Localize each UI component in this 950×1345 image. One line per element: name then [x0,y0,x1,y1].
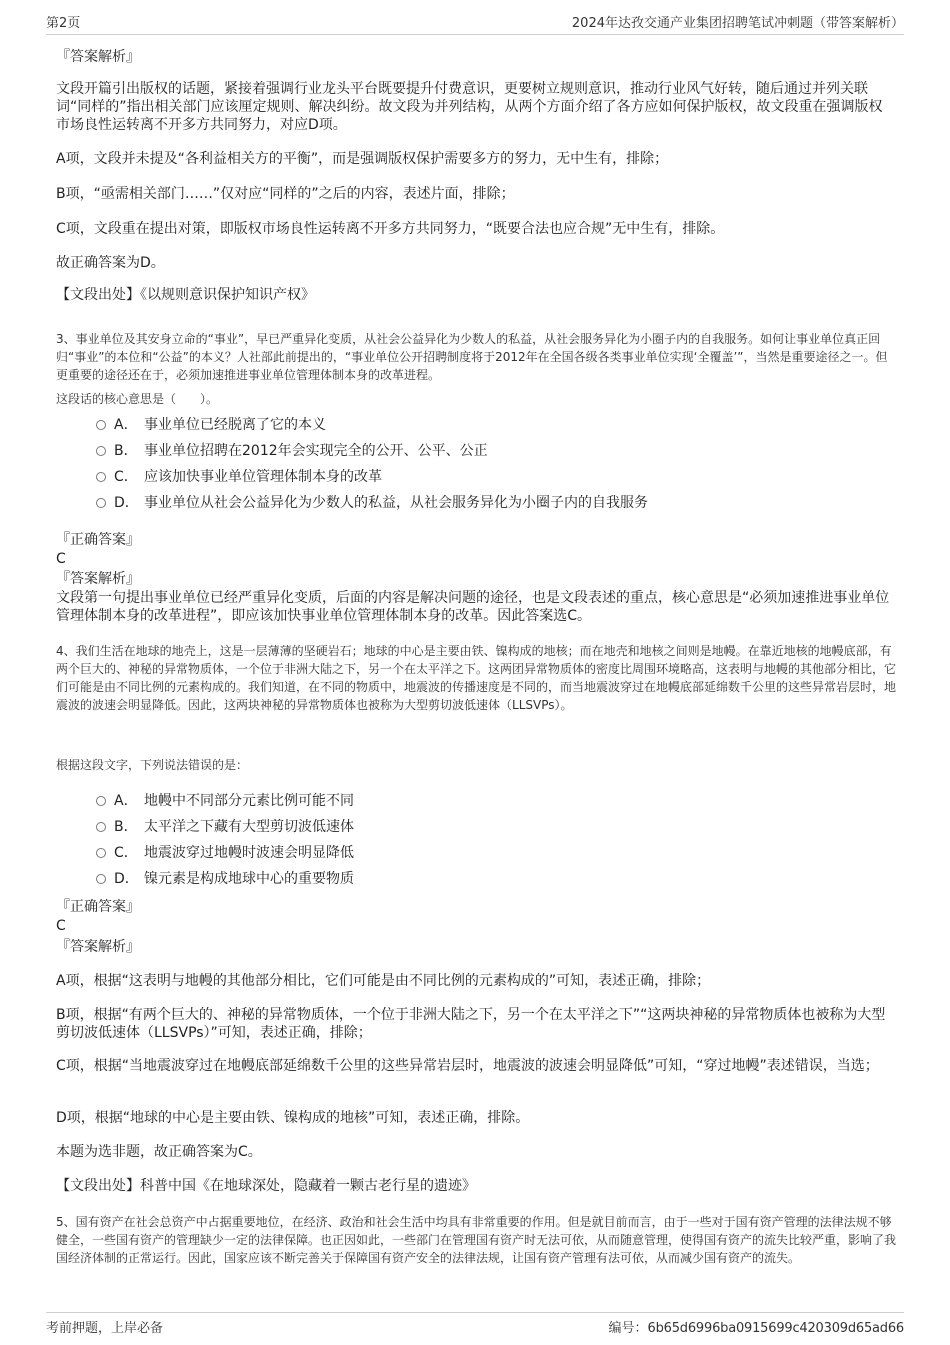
q4-source: 【文段出处】科普中国《在地球深处，隐藏着一颗古老行星的遗迹》 [56,1178,476,1194]
q4-analysis-a: A项，根据“这表明与地幔的其他部分相比，它们可能是由不同比例的元素构成的”可知，表述正确，排除； [56,973,711,989]
radio-icon[interactable] [96,796,106,806]
q4-analysis-d: D项，根据“地球的中心是主要由铁、镍构成的地核”可知，表述正确，排除。 [56,1110,530,1126]
radio-icon[interactable] [96,446,106,456]
q3-option-a[interactable]: A． 事业单位已经脱离了它的本义 [96,412,876,438]
q4-conclusion: 本题为选非题，故正确答案为C。 [56,1144,262,1160]
page-number: 第2页 [46,15,81,31]
q4-answer-label: 『正确答案』 [56,899,140,915]
q4-analysis-c: C项，根据“当地震波穿过在地幔底部延绵数千公里的这些异常岩层时，地震波的波速会明显降低”可知，“穿过地幔”表述错误，当选； [56,1058,879,1074]
page-header [46,8,904,35]
q3-option-d[interactable]: D． 事业单位从社会公益异化为少数人的私益，从社会服务异化为小圈子内的自我服务 [96,490,876,516]
page-footer [46,1312,904,1339]
q5-question: 5、国有资产在社会总资产中占据重要地位，在经济、政治和社会生活中均具有非常重要的作用。但是就目前而言，由于一些对于国有资产管理的法律法规不够健全，一些国有资产的管理缺少一定的法律保障。也正因如此，一些部门在管理国有资产时无法可依，从而随意管理，使得国有资产的流失比较严重，影响了我国经济体制的正常运行。因此，国家应该不断完善关于保障国有资产安全的法律法规，让国有资产管理有法可依，从而减少国有资产的流失。 [56,1215,897,1265]
q2-source: 【文段出处】《以规则意识保护知识产权》 [56,287,315,303]
q2-analysis-c: C项，文段重在提出对策，即版权市场良性运转离不开多方共同努力，“既要合法也应合规”无中生有，排除。 [56,221,725,237]
radio-icon[interactable] [96,498,106,508]
q2-analysis-a: A项，文段并未提及“各利益相关方的平衡”，而是强调版权保护需要多方的努力，无中生有，排除； [56,151,669,167]
q2-conclusion: 故正确答案为D。 [56,255,165,271]
q3-prompt: 这段话的核心意思是（ ）。 [56,392,219,406]
radio-icon[interactable] [96,822,106,832]
q4-option-c[interactable]: C． 地震波穿过地幔时波速会明显降低 [96,840,876,866]
radio-icon[interactable] [96,874,106,884]
q3-analysis-label: 『答案解析』 [56,571,140,587]
radio-icon[interactable] [96,420,106,430]
q4-answer: C [56,918,66,934]
q2-analysis-b: B项，“亟需相关部门……”仅对应“同样的”之后的内容，表述片面，排除； [56,186,515,202]
q3-answer-label: 『正确答案』 [56,532,140,548]
q3-option-b[interactable]: B． 事业单位招聘在2012年会实现完全的公开、公平、公正 [96,438,876,464]
q3-question: 3、事业单位及其安身立命的“事业”，早已严重异化变质，从社会公益异化为少数人的私益，从社会服务异化为小圈子内的自我服务。如何让事业单位真正回归“事业”的本位和“公益”的本义？人社部此前提出的，“事业单位公开招聘制度将于2012年在全国各级各类事业单位实现‘全覆盖’”，当然是重要途径之一。但更重要的途径还在于，必须加速推进事业单位管理体制本身的改革进程。 [56,332,888,382]
radio-icon[interactable] [96,472,106,482]
document-title: 2024年达孜交通产业集团招聘笔试冲刺题（带答案解析） [571,15,904,31]
footer-slogan: 考前押题，上岸必备 [46,1320,164,1336]
q2-analysis: 文段开篇引出版权的话题，紧接着强调行业龙头平台既要提升付费意识，更要树立规则意识，推动行业风气好转，随后通过并列关联词“同样的”指出相关部门应该厘定规则、解决纠纷。故文段为并列结构，从两个方面介绍了各方应如何保护版权，故文段重在强调版权市场良性运转离不开多方共同努力，对应D项。 [56,81,883,133]
q4-question: 4、我们生活在地球的地壳上，这是一层薄薄的坚硬岩石；地球的中心是主要由铁、镍构成的地核；而在地壳和地核之间则是地幔。在靠近地核的地幔底部，有两个巨大的、神秘的异常物质体，一个位于非洲大陆之下，另一个在太平洋之下。这两团异常物质体的密度比周围环境略高，这表明与地幔的其他部分相比，它们可能是由不同比例的元素构成的。我们知道，在不同的物质中，地震波的传播速度是不同的，而当地震波穿过在地幔底部延绵数千公里的这些异常岩层时，地震波的波速会明显降低。因此，这两块神秘的异常物质体也被称为大型剪切波低速体（LLSVPs）。 [56,644,897,712]
q4-analysis-label: 『答案解析』 [56,939,140,955]
q4-analysis-b: B项，根据“有两个巨大的、神秘的异常物质体，一个位于非洲大陆之下，另一个在太平洋之下”“这两块神秘的异常物质体也被称为大型剪切波低速体（LLSVPs）”可知，表述正确，排除； [56,1007,886,1041]
q4-prompt: 根据这段文字，下列说法错误的是： [56,758,249,772]
radio-icon[interactable] [96,848,106,858]
q3-options [96,412,876,516]
q4-option-d[interactable]: D． 镍元素是构成地球中心的重要物质 [96,866,876,892]
q3-analysis: 文段第一句提出事业单位已经严重异化变质，后面的内容是解决问题的途径，也是文段表述的重点，核心意思是“必须加速推进事业单位管理体制本身的改革进程”，即应该加快事业单位管理体制本身的改革。因此答案选C。 [56,590,890,624]
q4-options [96,788,876,892]
q2-analysis-label: 『答案解析』 [56,49,140,65]
q3-answer: C [56,551,66,567]
q4-option-a[interactable]: A． 地幔中不同部分元素比例可能不同 [96,788,876,814]
document-code: 编号：6b65d6996ba0915699c420309d65ad66 [608,1320,904,1336]
q3-option-c[interactable]: C． 应该加快事业单位管理体制本身的改革 [96,464,876,490]
q4-option-b[interactable]: B． 太平洋之下藏有大型剪切波低速体 [96,814,876,840]
